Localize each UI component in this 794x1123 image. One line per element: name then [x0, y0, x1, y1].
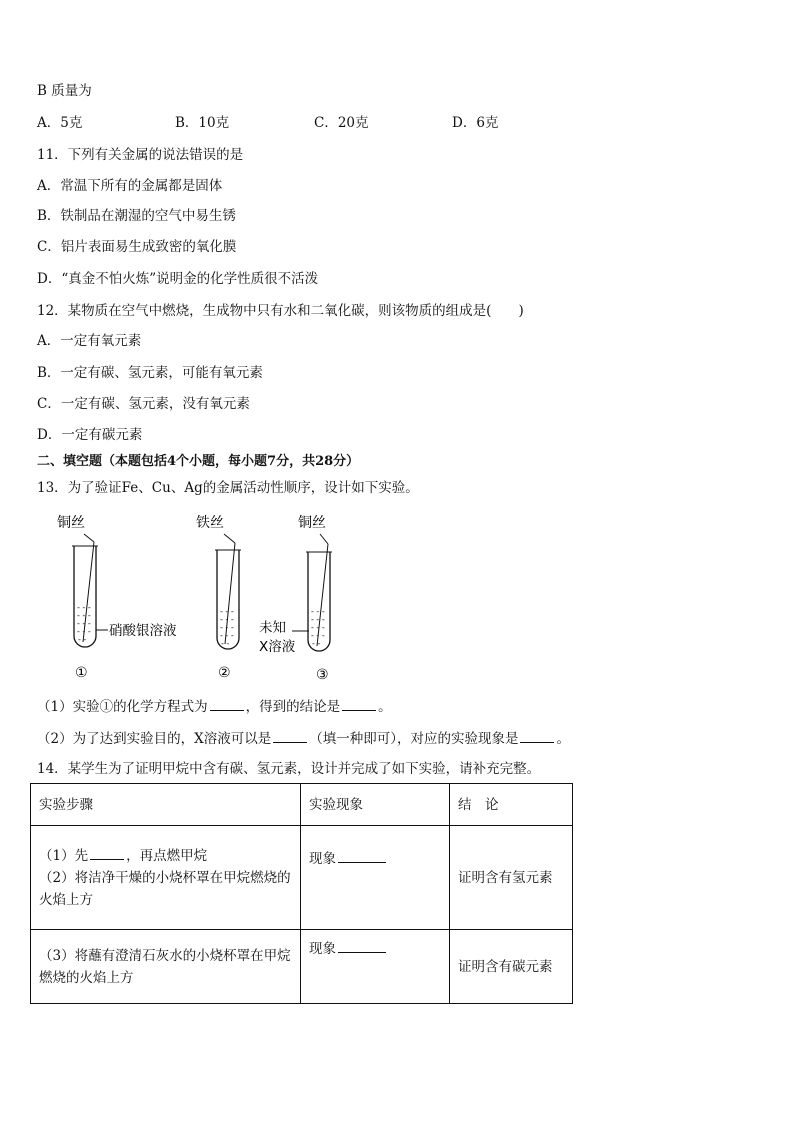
answer-blank[interactable] — [342, 697, 376, 711]
svg-text:- - -: - - - — [77, 603, 91, 612]
answer-blank[interactable] — [273, 729, 307, 743]
row1-step1-part2: ，再点燃甲烷 — [126, 847, 208, 864]
svg-text:- - -: - - - — [220, 607, 234, 616]
tube2-solution-label-1: 未知 — [259, 620, 286, 636]
q11-option-a: A．常温下所有的金属都是固体 — [37, 178, 223, 194]
q11-stem: 11．下列有关金属的说法错误的是 — [37, 147, 244, 163]
svg-text:- - -: - - - — [220, 623, 234, 632]
test-tubes-diagram — [30, 506, 410, 686]
svg-text:- - -: - - - — [311, 631, 325, 640]
row2-phenomenon-label: 现象 — [309, 941, 336, 957]
svg-text:- -: - - — [221, 639, 230, 648]
q13-sub2-part2: （填一种即可），对应的实验现象是 — [309, 731, 519, 747]
q12-option-a: A．一定有氧元素 — [37, 333, 142, 349]
q13-sub2 — [37, 729, 570, 748]
row1-phenomenon-label: 现象 — [309, 851, 336, 867]
table-row — [31, 826, 573, 930]
tube1-wire-label: 铜丝 — [57, 515, 85, 531]
header-conclusion: 结 论 — [450, 784, 573, 826]
q13-sub1-part1: （1）实验①的化学方程式为 — [37, 699, 208, 715]
svg-text:- - -: - - - — [311, 607, 325, 616]
svg-text:- - -: - - - — [77, 611, 91, 620]
tube1-number: ① — [75, 665, 88, 681]
q10-option-d: D．6克 — [452, 115, 499, 131]
q13-sub1-part2: ，得到的结论是 — [245, 699, 341, 715]
svg-text:- -: - - — [78, 635, 87, 644]
svg-text:- - -: - - - — [220, 615, 234, 624]
experiment-table — [30, 783, 573, 1004]
answer-blank[interactable] — [338, 939, 386, 953]
answer-blank[interactable] — [90, 846, 124, 860]
row2-steps: （3）将蘸有澄清石灰水的小烧杯罩在甲烷燃烧的火焰上方 — [31, 930, 301, 1004]
tube2-wire-label: 铁丝 — [196, 515, 224, 531]
q12-option-b: B．一定有碳、氢元素，可能有氧元素 — [37, 365, 263, 381]
q13-sub1 — [37, 697, 392, 716]
answer-blank[interactable] — [338, 849, 386, 863]
q12-stem: 12．某物质在空气中燃烧，生成物中只有水和二氧化碳，则该物质的组成是( ) — [37, 303, 524, 319]
row2-conclusion: 证明含有碳元素 — [450, 930, 573, 1004]
row2-phenomenon — [301, 930, 450, 1004]
q13-sub2-part3: 。 — [556, 731, 570, 747]
svg-text:- -: - - — [312, 639, 321, 648]
svg-text:- - -: - - - — [77, 619, 91, 628]
q10-option-a: A．5克 — [37, 115, 83, 131]
tube2-number: ② — [218, 665, 231, 681]
q10-tail-text: B 质量为 — [37, 83, 92, 99]
q13-sub1-part3: 。 — [378, 699, 392, 715]
svg-text:- - -: - - - — [311, 623, 325, 632]
table-row — [31, 930, 573, 1004]
row1-step2: （2）将洁净干燥的小烧杯罩在甲烷燃烧的火焰上方 — [39, 869, 291, 908]
tube1-solution-label: 硝酸银溶液 — [109, 623, 177, 639]
row1-conclusion: 证明含有氢元素 — [450, 826, 573, 930]
answer-blank[interactable] — [210, 697, 244, 711]
test-tube-2 — [196, 514, 241, 681]
test-tube-3 — [259, 514, 332, 683]
q11-option-d: D．“真金不怕火炼”说明金的化学性质很不活泼 — [37, 271, 319, 287]
q13-stem: 13．为了验证Fe、Cu、Ag的金属活动性顺序，设计如下实验。 — [37, 480, 419, 496]
q10-option-c: C．20克 — [314, 115, 369, 131]
row1-steps — [31, 826, 301, 930]
svg-text:- - -: - - - — [220, 631, 234, 640]
header-phenomenon: 实验现象 — [301, 784, 450, 826]
tube3-number: ③ — [316, 667, 329, 683]
q12-option-c: C．一定有碳、氢元素，没有氧元素 — [37, 396, 250, 412]
tube2-solution-label-2: X溶液 — [259, 639, 296, 655]
tube3-wire-label: 铜丝 — [298, 515, 326, 531]
section-title: 二、填空题（本题包括4个小题，每小题7分，共28分） — [37, 454, 360, 469]
header-steps: 实验步骤 — [31, 784, 301, 826]
row1-step1-part1: （1）先 — [39, 847, 89, 864]
q12-option-d: D．一定有碳元素 — [37, 427, 143, 443]
q14-stem: 14．某学生为了证明甲烷中含有碳、氢元素，设计并完成了如下实验，请补充完整。 — [37, 761, 541, 777]
svg-text:- - -: - - - — [77, 627, 91, 636]
answer-blank[interactable] — [520, 729, 554, 743]
table-header-row — [31, 784, 573, 826]
q10-option-b: B．10克 — [175, 115, 230, 131]
q11-option-c: C．铝片表面易生成致密的氧化膜 — [37, 239, 237, 255]
row1-phenomenon — [301, 826, 450, 930]
q11-option-b: B．铁制品在潮湿的空气中易生锈 — [37, 208, 236, 224]
svg-text:- - -: - - - — [311, 615, 325, 624]
test-tube-1 — [57, 514, 177, 681]
q13-sub2-part1: （2）为了达到实验目的，X溶液可以是 — [37, 731, 272, 747]
